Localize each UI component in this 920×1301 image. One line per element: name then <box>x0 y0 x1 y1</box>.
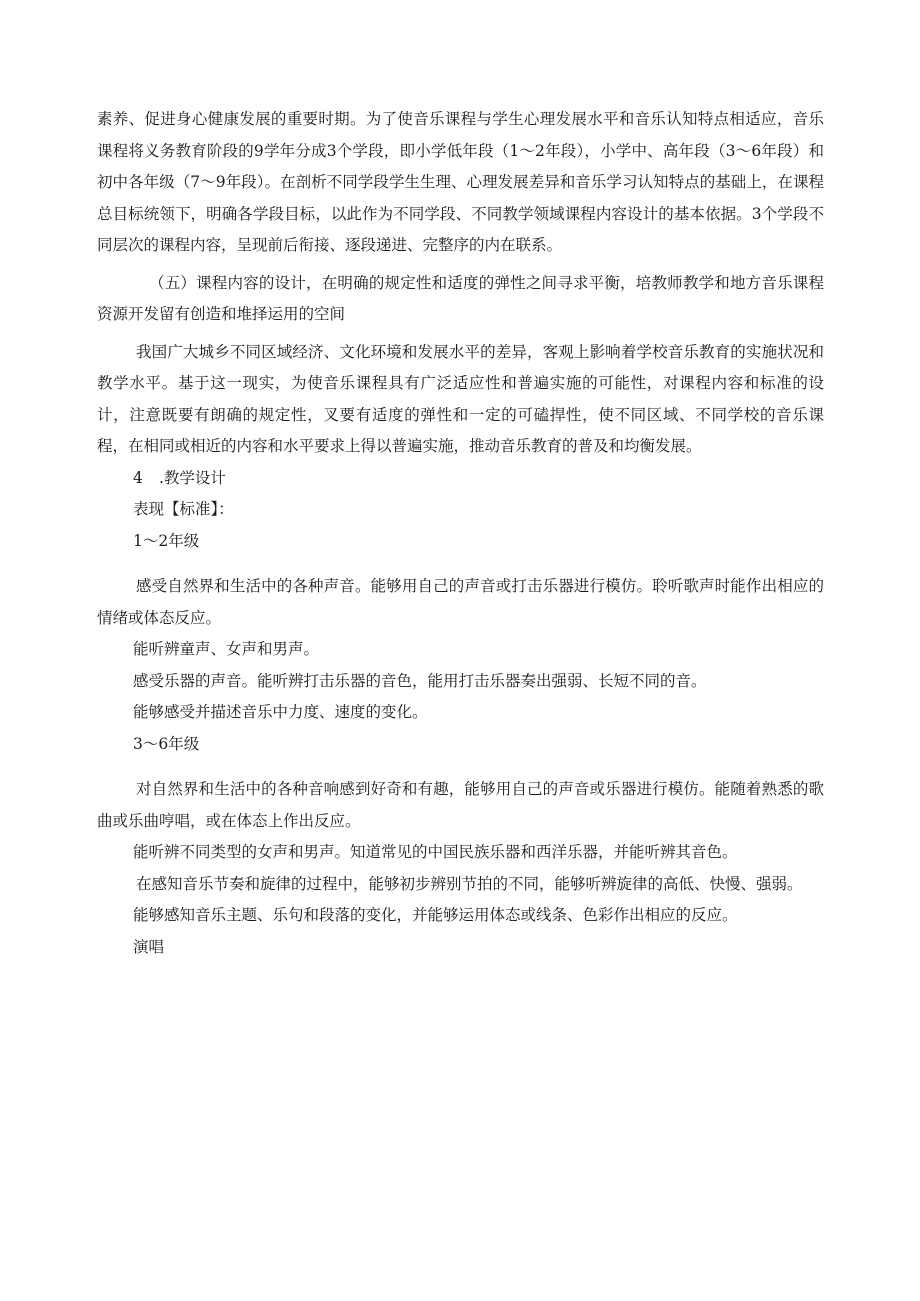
grade-3-6-heading: 3～6年级 <box>133 734 200 753</box>
section-five-heading: （五）课程内容的设计，在明确的规定性和适度的弹性之间寻求平衡，培教师教学和地方音乐课程资源开发留有创造和堆择运用的空间 <box>97 273 824 323</box>
singing-heading: 演唱 <box>133 937 165 956</box>
section-4-heading <box>97 463 824 495</box>
document-body <box>97 104 824 963</box>
standard-label: 表现【标准】： <box>133 500 234 518</box>
grade-3-6-item-3: 在感知音乐节奏和旋律的过程中，能够初步辨别节拍的不同，能够听辨旋律的高低、快慢、强弱。 <box>136 874 803 893</box>
regional-difference-paragraph: 我国广大城乡不同区域经济、文化环境和发展水平的差异，客观上影响着学校音乐教育的实施状况和教学水平。基于这一现实，为使音乐课程具有广泛适应性和普遍实施的可能性，对课程内容和标准的设计，注意既要有朗确的规定性，叉要有适度的弹性和一定的可磕捍性，使不同区域、不同学校的音乐课程，在相同或相近的内容和水平要求上得以普遍实施，推动音乐教育的普及和均衡发展。 <box>97 342 824 455</box>
grade-3-6-item-1: 对自然界和生活中的各种音响感到好奇和有趣，能够用自己的声音或乐器进行模仿。能随着熟悉的歌曲或乐曲哼唱，或在体态上作出反应。 <box>97 780 824 830</box>
intro-paragraph: 素养、促进身心健康发展的重要时期。为了使音乐课程与学生心理发展水平和音乐认知特点相适应，音乐课程将义务教育阶段的9学年分成3个学段，即小学低年段（1～2年段），小学中、高年段（3～6年段）和初中各年级（7～9年段）。在剖析不同学段学生生理、心理发展差异和音乐学习认知特点的基础上，在课程总目标统领下，明确各学段目标，以此作为不同学段、不同教学领域课程内容设计的基本依据。3个学段不同层次的课程内容，呈现前后衔接、逐段递进、完整序的内在联系。 <box>97 110 824 254</box>
section-title: .教学设计 <box>159 468 226 487</box>
section-number: 4 <box>133 468 143 487</box>
grade-1-2-item-1: 感受自然界和生活中的各种声音。能够用自己的声音或打击乐器进行模仿。聆听歌声时能作出相应的情绪或体态反应。 <box>97 577 824 627</box>
grade-1-2-heading: 1～2年级 <box>133 531 200 550</box>
grade-3-6-item-4: 能够感知音乐主题、乐句和段落的变化，并能够运用体态或线条、色彩作出相应的反应。 <box>133 906 738 924</box>
grade-1-2-item-2: 能听辨童声、女声和男声。 <box>133 640 320 658</box>
grade-1-2-item-3: 感受乐器的声音。能听辨打击乐器的音色，能用打击乐器奏出强弱、长短不同的音。 <box>133 671 707 690</box>
grade-1-2-item-4: 能够感受并描述音乐中力度、速度的变化。 <box>133 703 428 721</box>
grade-3-6-item-2: 能听辨不同类型的女声和男声。知道常见的中国民族乐器和西洋乐器，并能听辨其音色。 <box>133 843 738 861</box>
